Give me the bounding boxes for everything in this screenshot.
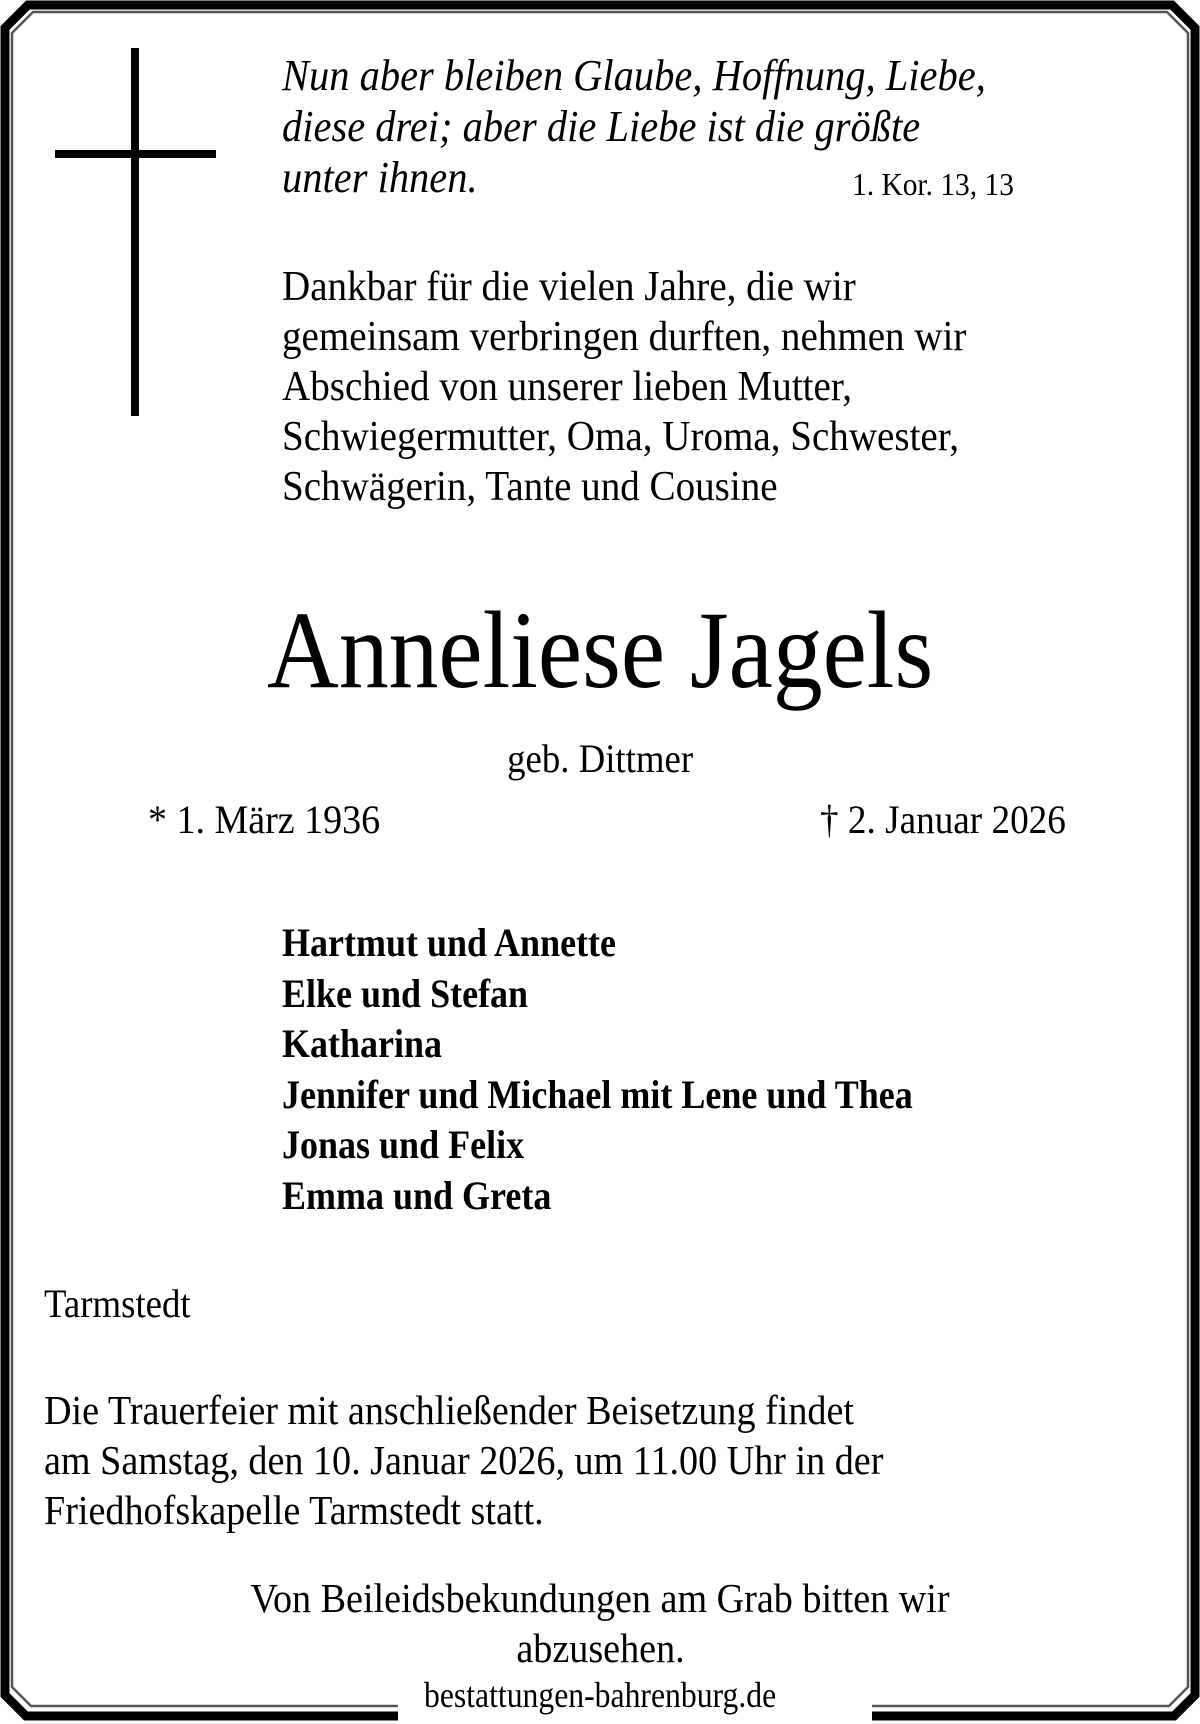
place: Tarmstedt	[44, 1281, 191, 1326]
family-member: Hartmut und Annette	[282, 920, 617, 965]
death-date: † 2. Januar 2026	[820, 797, 1066, 842]
ceremony-line: Friedhofskapelle Tarmstedt statt.	[44, 1487, 544, 1533]
condolence-note	[0, 1573, 1200, 1673]
website-footer	[0, 1673, 1200, 1717]
family-member: Katharina	[282, 1021, 443, 1066]
family-list	[282, 918, 913, 1221]
ceremony-info	[44, 1385, 883, 1535]
ceremony-line: Die Trauerfeier mit anschließender Beisetzung findet	[44, 1387, 855, 1433]
family-member: Jennifer und Michael mit Lene und Thea	[282, 1071, 913, 1117]
intro-line: Abschied von unserer lieben Mutter,	[282, 364, 853, 410]
website-link[interactable]: bestattungen-bahrenburg.de	[423, 1675, 777, 1715]
birth-date: * 1. März 1936	[148, 797, 381, 842]
intro-line: Schwiegermutter, Oma, Uroma, Schwester,	[282, 414, 959, 460]
intro-line: gemeinsam verbringen durften, nehmen wir	[282, 314, 967, 360]
birth-name-text: geb. Dittmer	[506, 736, 693, 781]
verse-line: Nun aber bleiben Glaube, Hoffnung, Liebe,	[282, 51, 986, 100]
intro-line: Schwägerin, Tante und Cousine	[282, 464, 778, 510]
birth-name	[0, 735, 1200, 783]
family-member: Elke und Stefan	[282, 970, 529, 1016]
verse-line: diese drei; aber die Liebe ist die größte	[282, 102, 921, 151]
family-member: Emma und Greta	[282, 1172, 552, 1218]
intro-text	[282, 262, 1119, 512]
verse-reference: 1. Kor. 13, 13	[852, 166, 1014, 202]
family-member: Jonas und Felix	[282, 1122, 525, 1167]
condolence-line: Von Beileidsbekundungen am Grab bitten wir	[250, 1575, 950, 1621]
deceased-name-text: Anneliese Jagels	[266, 589, 934, 711]
deceased-name	[0, 590, 1200, 710]
verse-line: unter ihnen.	[282, 153, 478, 202]
intro-line: Dankbar für die vielen Jahre, die wir	[282, 264, 856, 310]
ceremony-line: am Samstag, den 10. Januar 2026, um 11.00 Uhr in der	[44, 1437, 884, 1483]
condolence-line: abzusehen.	[515, 1625, 685, 1671]
